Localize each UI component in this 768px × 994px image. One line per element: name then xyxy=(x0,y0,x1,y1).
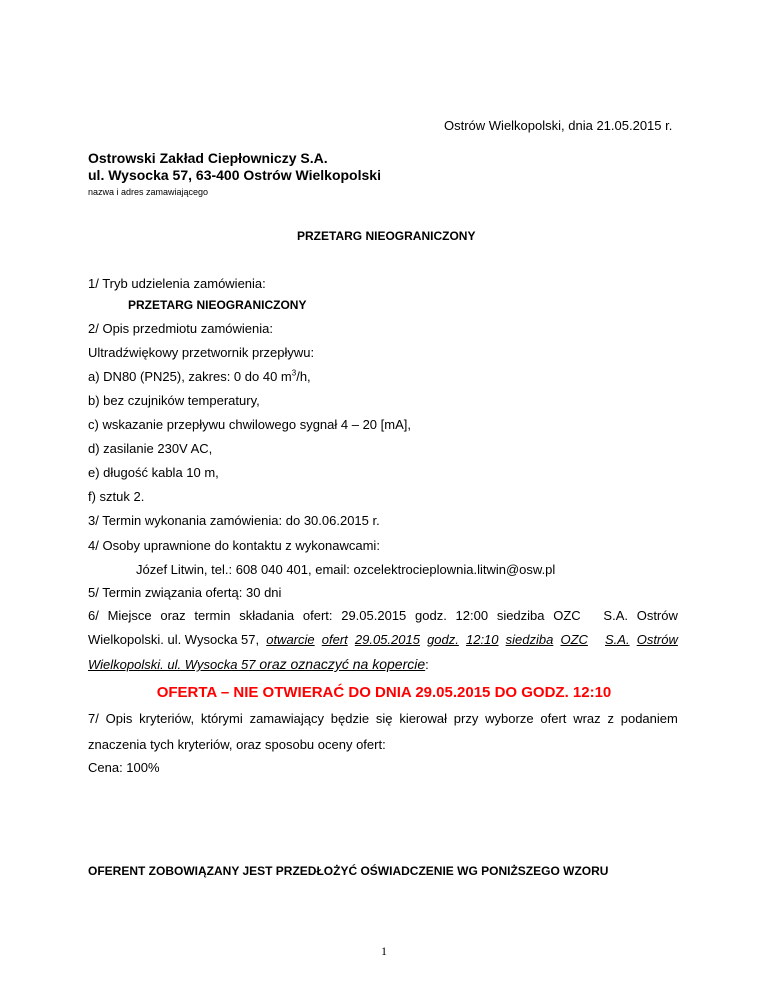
s6-line2-plain: Wielkopolski. ul. Wysocka 57, xyxy=(88,632,260,647)
section-7-line-2: znaczenia tych kryteriów, oraz sposobu oceny ofert: xyxy=(88,737,386,752)
s7-word: z xyxy=(607,711,614,726)
envelope-warning: OFERTA – NIE OTWIERAĆ DO DNIA 29.05.2015 DO GODZ. 12:10 xyxy=(156,684,612,701)
s6-line2-word: ofert xyxy=(321,632,348,647)
s7-word: podaniem xyxy=(620,711,678,726)
section-2-subject: Ultradźwiękowy przetwornik przepływu: xyxy=(88,345,315,360)
item-a-text: a) DN80 (PN25), zakres: 0 do 40 m xyxy=(88,369,292,384)
section-2-label: 2/ Opis przedmiotu zamówienia: xyxy=(88,321,273,336)
section-2-item-f: f) sztuk 2. xyxy=(88,489,145,504)
section-7-price: Cena: 100% xyxy=(88,760,160,775)
s7-word: się xyxy=(375,711,393,726)
s6-line2-word: godz. xyxy=(427,632,459,647)
s6-line2-word: 12:10 xyxy=(465,632,499,647)
document-title: PRZETARG NIEOGRANICZONY xyxy=(297,229,476,243)
s7-word: kryteriów, xyxy=(139,711,195,726)
s6-word: składania xyxy=(239,608,295,623)
s6-line2-word: OZC xyxy=(560,632,588,647)
s6-word: 29.05.2015 xyxy=(341,608,407,623)
s7-word: 7/ xyxy=(88,711,99,726)
section-2-item-a xyxy=(88,369,311,384)
s6-line2-word: Ostrów xyxy=(636,632,678,647)
s7-word: Opis xyxy=(105,711,133,726)
section-2-item-c: c) wskazanie przepływu chwilowego sygnał 4 – 20 [mA], xyxy=(88,417,411,432)
s7-word: zamawiający xyxy=(249,711,324,726)
place-date: Ostrów Wielkopolski, dnia 21.05.2015 r. xyxy=(444,118,673,133)
s6-word: siedziba xyxy=(496,608,545,623)
s6-line2-word: S.A. xyxy=(605,632,630,647)
s6-word: S.A. xyxy=(603,608,628,623)
page-number: 1 xyxy=(381,944,387,958)
section-2-item-e: e) długość kabla 10 m, xyxy=(88,465,219,480)
contracting-party-address: ul. Wysocka 57, 63-400 Ostrów Wielkopolski xyxy=(88,167,381,183)
section-1-value: PRZETARG NIEOGRANICZONY xyxy=(128,298,307,312)
s6-line2-word: otwarcie xyxy=(266,632,315,647)
s7-word: ofert xyxy=(540,711,567,726)
contracting-party-caption: nazwa i adres zamawiającego xyxy=(88,187,209,197)
s6-word: 6/ xyxy=(88,608,99,623)
s7-word: wraz xyxy=(573,711,601,726)
s6-word: termin xyxy=(194,608,231,623)
contracting-party-name: Ostrowski Zakład Ciepłowniczy S.A. xyxy=(88,150,328,166)
s6-line3-envelope: oraz oznaczyć na kopercie xyxy=(255,656,426,672)
s6-word: godz. xyxy=(415,608,447,623)
item-a-superscript: 3 xyxy=(291,368,297,378)
s6-word: 12:00 xyxy=(455,608,489,623)
section-5: 5/ Termin związania ofertą: 30 dni xyxy=(88,585,282,600)
s6-word: OZC xyxy=(553,608,581,623)
s7-word: przy xyxy=(453,711,479,726)
bottom-heading: OFERENT ZOBOWIĄZANY JEST PRZEDŁOŻYĆ OŚWIADCZENIE WG PONIŻSZEGO WZORU xyxy=(88,864,609,878)
s6-line3-underlined: Wielkopolski. ul. Wysocka 57 xyxy=(88,657,256,672)
s6-line3-colon: : xyxy=(425,657,429,672)
section-2-item-d: d) zasilanie 230V AC, xyxy=(88,441,213,456)
s6-word: ofert: xyxy=(302,608,333,623)
section-6-line-2 xyxy=(88,632,678,647)
section-7-line-1 xyxy=(88,711,678,726)
section-4-label: 4/ Osoby uprawnione do kontaktu z wykonawcami: xyxy=(88,538,380,553)
section-1-label: 1/ Tryb udzielenia zamówienia: xyxy=(88,276,266,291)
section-6-line-1 xyxy=(88,608,678,623)
s7-word: kierował xyxy=(399,711,447,726)
section-3: 3/ Termin wykonania zamówienia: do 30.06.2015 r. xyxy=(88,513,380,528)
s6-line2-word: 29.05.2015 xyxy=(354,632,420,647)
section-6-line-3 xyxy=(88,656,429,672)
s7-word: którymi xyxy=(200,711,243,726)
item-a-unit: /h, xyxy=(296,369,311,384)
s6-word: Ostrów xyxy=(636,608,678,623)
s6-word: Miejsce xyxy=(107,608,152,623)
section-2-item-b: b) bez czujników temperatury, xyxy=(88,393,260,408)
s7-word: wyborze xyxy=(485,711,534,726)
s6-line2-word: siedziba xyxy=(505,632,554,647)
s6-word: oraz xyxy=(160,608,186,623)
section-4-contact: Józef Litwin, tel.: 608 040 401, email: ozcelektrocieplownia.litwin@osw.pl xyxy=(136,562,556,577)
s7-word: będzie xyxy=(330,711,370,726)
